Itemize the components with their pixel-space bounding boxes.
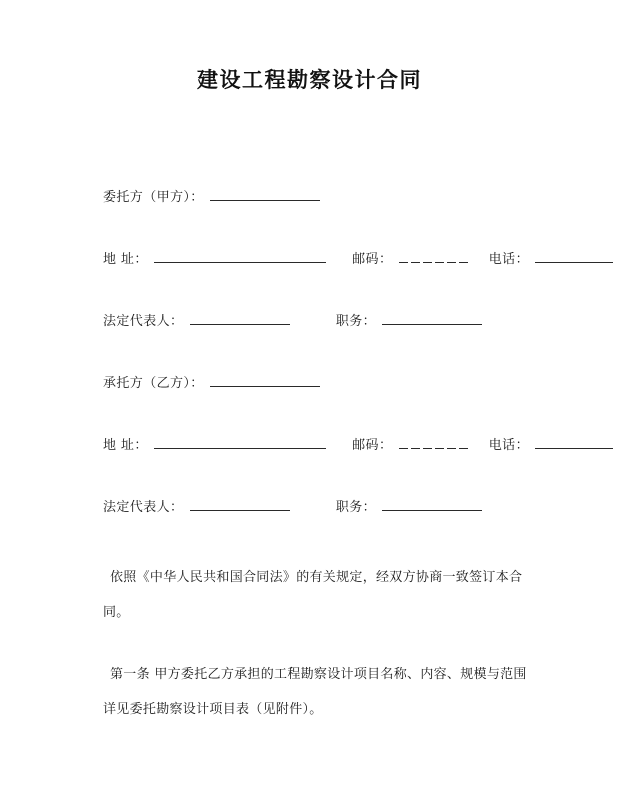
client-party-row bbox=[103, 186, 543, 248]
contractor-party-label: 承托方（乙方）： bbox=[103, 376, 204, 391]
contractor-representative-input[interactable] bbox=[190, 497, 290, 511]
contractor-party-input[interactable] bbox=[210, 373, 320, 387]
contractor-representative-row bbox=[103, 496, 543, 558]
contractor-position-label: 职务： bbox=[335, 500, 377, 515]
contractor-phone-label: 电话： bbox=[488, 438, 529, 453]
client-representative-label: 法定代表人： bbox=[103, 314, 184, 329]
client-position-input[interactable] bbox=[382, 311, 482, 325]
client-party-label: 委托方（甲方）： bbox=[103, 190, 204, 205]
page-title: 建设工程勘察设计合同 bbox=[197, 68, 422, 92]
client-phone-input[interactable] bbox=[535, 249, 613, 263]
contractor-address-row bbox=[103, 434, 543, 496]
contractor-address-input[interactable] bbox=[154, 435, 326, 449]
contractor-phone-input[interactable] bbox=[535, 435, 613, 449]
contract-body bbox=[103, 560, 535, 727]
client-representative-row bbox=[103, 310, 543, 372]
contractor-position-input[interactable] bbox=[382, 497, 482, 511]
contractor-postcode-input[interactable] bbox=[399, 436, 471, 449]
client-representative-input[interactable] bbox=[190, 311, 290, 325]
contractor-party-row bbox=[103, 372, 543, 434]
client-address-input[interactable] bbox=[154, 249, 326, 263]
preamble-paragraph: 依照《中华人民共和国合同法》的有关规定，经双方协商一致签订本合同。 bbox=[103, 570, 523, 620]
client-party-input[interactable] bbox=[210, 187, 320, 201]
client-postcode-label: 邮码： bbox=[352, 252, 393, 267]
client-address-row bbox=[103, 248, 543, 310]
client-position-label: 职务： bbox=[335, 314, 377, 329]
contractor-postcode-label: 邮码： bbox=[352, 438, 393, 453]
contractor-address-label: 地 址： bbox=[103, 438, 148, 453]
client-phone-label: 电话： bbox=[488, 252, 529, 267]
client-postcode-input[interactable] bbox=[399, 250, 471, 263]
paragraph-spacer bbox=[103, 630, 535, 657]
client-address-label: 地 址： bbox=[103, 252, 148, 267]
contract-parties-form bbox=[103, 186, 543, 558]
contractor-representative-label: 法定代表人： bbox=[103, 500, 184, 515]
article-one-paragraph: 第一条 甲方委托乙方承担的工程勘察设计项目名称、内容、规模与范围详见委托勘察设计项目表（见附件）。 bbox=[103, 667, 527, 717]
